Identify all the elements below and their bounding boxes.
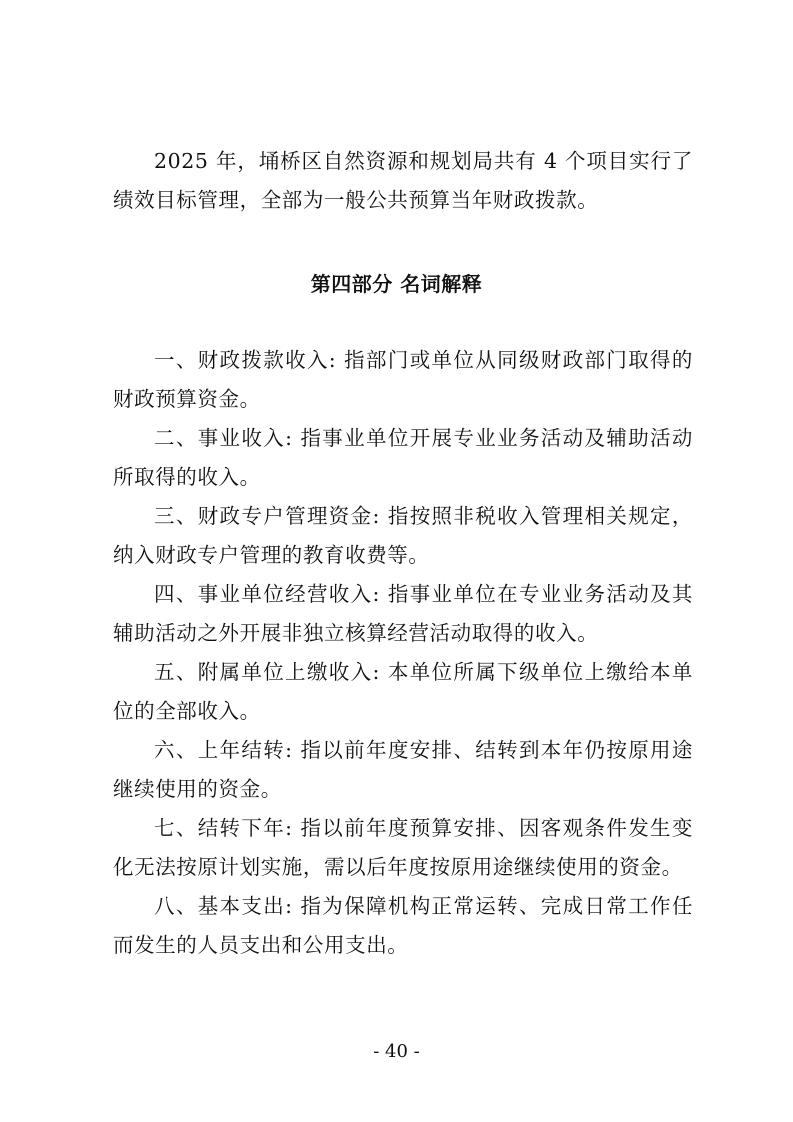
definition-item-3: 三、财政专户管理资金: 指按照非税收入管理相关规定，纳入财政专户管理的教育收费等。 <box>113 504 693 567</box>
definition-item-4: 四、事业单位经营收入: 指事业单位在专业业务活动及其辅助活动之外开展非独立核算经营活动取得的收入。 <box>113 582 693 645</box>
definition-item-7: 七、结转下年: 指以前年度预算安排、因客观条件发生变化无法按原计划实施，需以后年度按原用途继续使用的资金。 <box>113 816 693 879</box>
definition-item-8: 八、基本支出: 指为保障机构正常运转、完成日常工作任而发生的人员支出和公用支出。 <box>113 894 693 957</box>
definition-item-1: 一、财政拨款收入: 指部门或单位从同级财政部门取得的财政预算资金。 <box>113 348 693 411</box>
definition-item-2: 二、事业收入: 指事业单位开展专业业务活动及辅助活动所取得的收入。 <box>113 426 693 489</box>
definition-item-5: 五、附属单位上缴收入: 本单位所属下级单位上缴给本单位的全部收入。 <box>113 660 693 723</box>
section-title: 第四部分 名词解释 <box>310 272 483 296</box>
intro-paragraph: 2025 年，埇桥区自然资源和规划局共有 4 个项目实行了绩效目标管理，全部为一般公共预算当年财政拨款。 <box>113 149 693 212</box>
definition-item-6: 六、上年结转: 指以前年度安排、结转到本年仍按原用途继续使用的资金。 <box>113 738 693 801</box>
page-number: - 40 - <box>373 1041 420 1062</box>
